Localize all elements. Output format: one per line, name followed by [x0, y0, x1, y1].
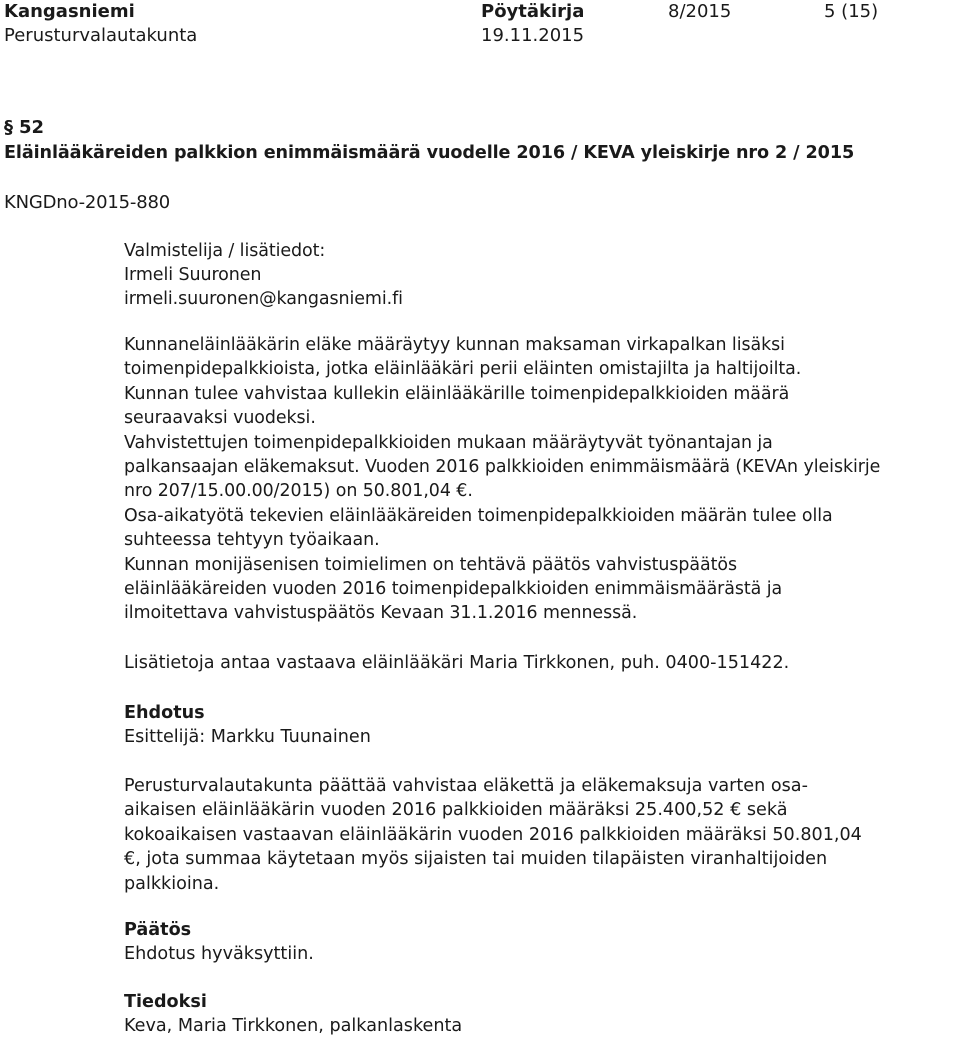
diary-number: KNGDno-2015-880 [4, 192, 170, 213]
page-number: 5 (15) [824, 1, 879, 22]
decision-text: Ehdotus hyväksyttiin. [124, 944, 314, 964]
body-paragraph: Kunnan tulee vahvistaa kullekin eläinlääkärille toimenpidepalkkioiden määrä seuraavaksi vuodeksi. [124, 383, 790, 429]
notice-text: Keva, Maria Tirkkonen, palkanlaskenta [124, 1016, 463, 1036]
decision-heading: Päätös [124, 920, 192, 940]
body-text [124, 333, 884, 626]
contact-block [124, 239, 403, 312]
contact-email: irmeli.suuronen@kangasniemi.fi [124, 289, 403, 310]
section-title: Eläinlääkäreiden palkkion enimmäismäärä vuodelle 2016 / KEVA yleiskirje nro 2 / 2015 [4, 143, 855, 163]
body-paragraph: Kunnan monijäsenisen toimielimen on tehtävä päätös vahvistuspäätös eläinlääkäreiden vuoden 2016 toimenpidepalkkioiden enimmäismäärästä ja ilmoitettava vahvistuspäätös Kevaan 31.1.2016 mennessä. [124, 554, 783, 624]
section-number-value: 52 [19, 117, 45, 138]
notice-heading: Tiedoksi [124, 992, 207, 1012]
body-paragraph: Kunnaneläinlääkärin eläke määräytyy kunnan maksaman virkapalkan lisäksi toimenpidepalkkioista, jotka eläinlääkäri perii eläinten omistajilta ja haltijoilta. [124, 335, 802, 380]
proposal-presenter: Esittelijä: Markku Tuunainen [124, 727, 371, 747]
section-number [4, 116, 954, 140]
body-paragraph: Vahvistettujen toimenpidepalkkioiden mukaan määräytyvät työnantajan ja palkansaajan eläkemaksut. Vuoden 2016 palkkioiden enimmäismäärä (KEVAn yleiskirje nro 207/15.00.00/2015) on 50.801,04 €. [124, 432, 881, 502]
proposal-heading: Ehdotus [124, 703, 205, 723]
committee-name: Perusturvalautakunta [4, 25, 198, 46]
municipality-name: Kangasniemi [4, 1, 135, 22]
meeting-date: 19.11.2015 [481, 25, 585, 46]
contact-name: Irmeli Suuronen [124, 265, 262, 286]
document-header-left [4, 0, 197, 48]
body-paragraph: Osa-aikatyötä tekevien eläinlääkäreiden toimenpidepalkkioiden määrän tulee olla suhteessa tehtyyn työaikaan. [124, 505, 833, 551]
document-type: Pöytäkirja [481, 1, 585, 22]
contact-label: Valmistelija / lisätiedot: [124, 241, 326, 261]
more-info-text: Lisätietoja antaa vastaava eläinlääkäri Maria Tirkkonen, puh. 0400-151422. [124, 653, 790, 673]
document-header-center [481, 0, 584, 48]
proposal-text: Perusturvalautakunta päättää vahvistaa eläkettä ja eläkemaksuja varten osa-aikaisen eläinlääkärin vuoden 2016 palkkioiden määräksi 25.400,52 € sekä kokoaikaisen vastaavan eläinlääkärin vuoden 2016 palkkioiden määräksi 50.801,04 €, jota summaa käytetaan myös sijaisten tai muiden tilapäisten viranhaltijoiden palkkioina. [124, 776, 862, 894]
document-number: 8/2015 [668, 1, 732, 22]
section-symbol: § [4, 117, 13, 138]
